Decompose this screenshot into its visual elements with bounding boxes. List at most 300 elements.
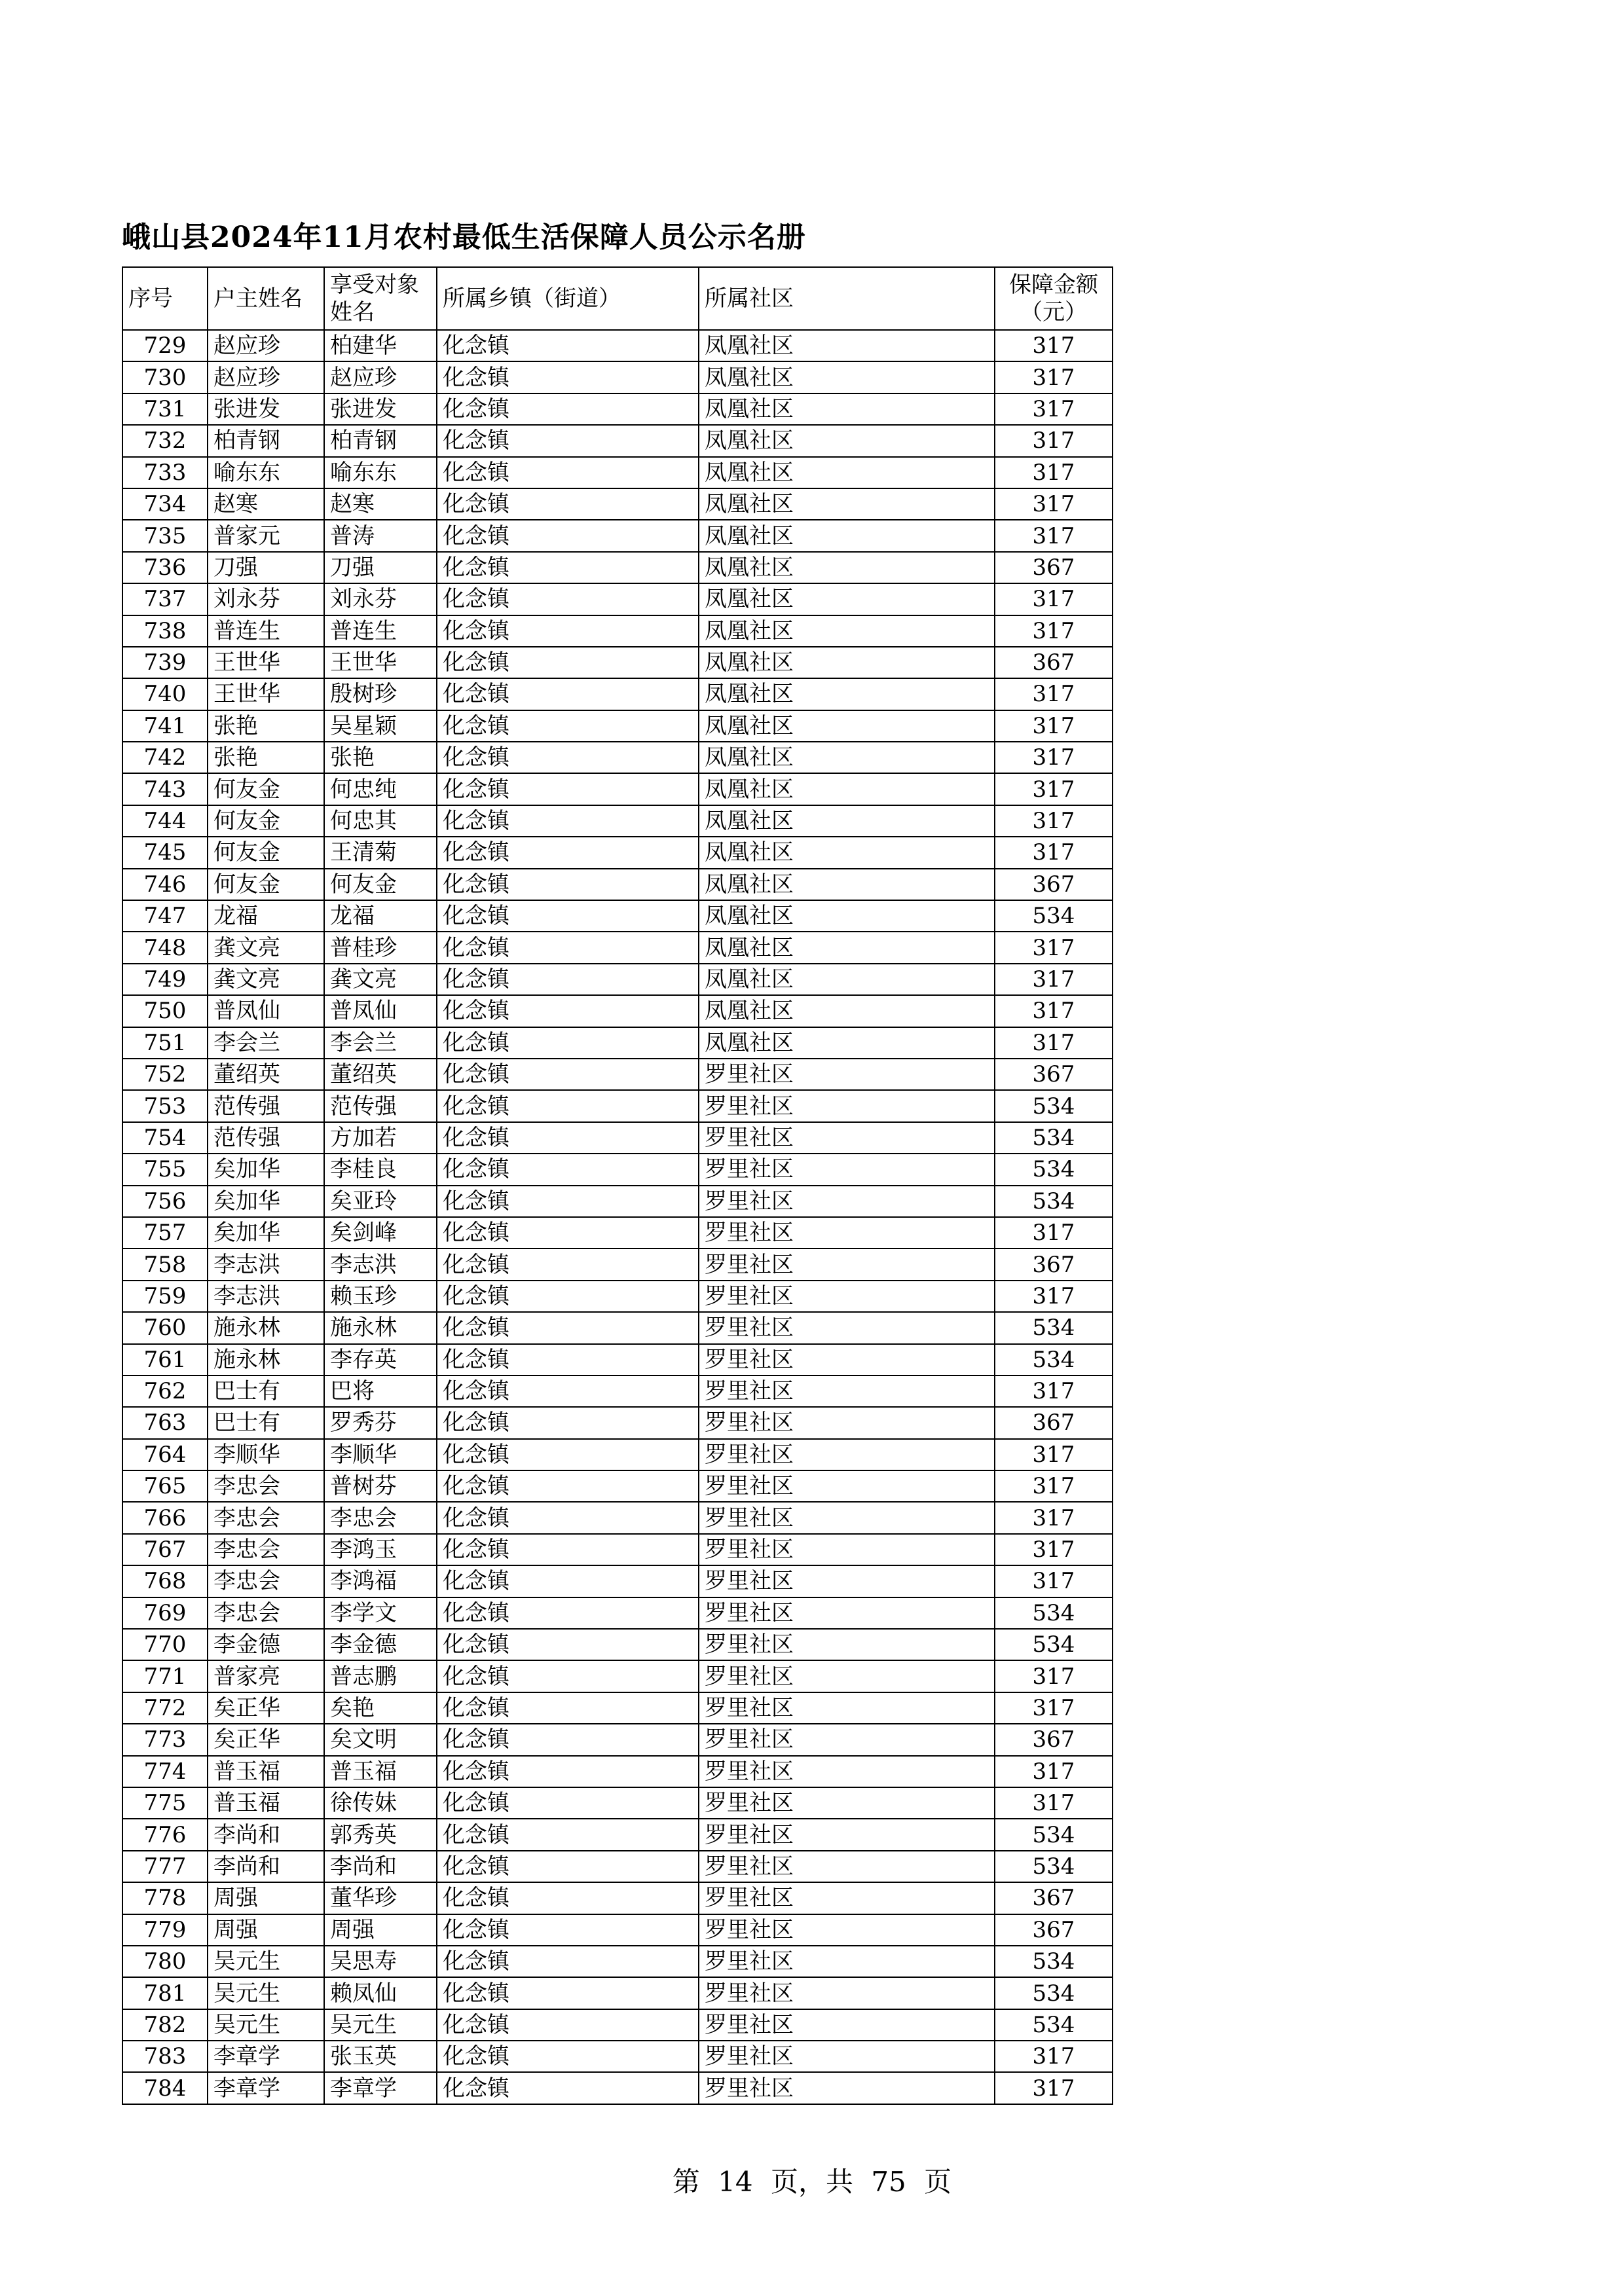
table-row (122, 1059, 1113, 1090)
cell-beneficiary: 赵寒 (324, 488, 437, 520)
table-row (122, 1660, 1113, 1692)
cell-serial-number: 732 (122, 425, 208, 456)
cell-community: 凤凰社区 (699, 393, 995, 425)
cell-community: 罗里社区 (699, 1914, 995, 1946)
cell-household-head: 巴士有 (208, 1376, 324, 1407)
cell-household-head: 李尚和 (208, 1819, 324, 1850)
table-row (122, 1787, 1113, 1819)
cell-beneficiary: 董华珍 (324, 1882, 437, 1914)
cell-township: 化念镇 (437, 964, 699, 995)
cell-household-head: 李会兰 (208, 1027, 324, 1059)
cell-community: 罗里社区 (699, 1186, 995, 1217)
cell-township: 化念镇 (437, 1407, 699, 1438)
cell-beneficiary: 李桂良 (324, 1154, 437, 1185)
cell-serial-number: 746 (122, 869, 208, 900)
cell-township: 化念镇 (437, 1344, 699, 1376)
cell-household-head: 范传强 (208, 1122, 324, 1154)
cell-amount: 534 (995, 900, 1113, 932)
cell-serial-number: 781 (122, 1977, 208, 2009)
table-row (122, 583, 1113, 615)
cell-township: 化念镇 (437, 1724, 699, 1755)
cell-amount: 317 (995, 2041, 1113, 2072)
cell-amount: 534 (995, 1819, 1113, 1850)
cell-household-head: 李忠会 (208, 1502, 324, 1533)
header-household-head: 户主姓名 (208, 267, 324, 330)
cell-community: 凤凰社区 (699, 773, 995, 805)
cell-beneficiary: 张进发 (324, 393, 437, 425)
cell-serial-number: 774 (122, 1756, 208, 1787)
cell-community: 凤凰社区 (699, 900, 995, 932)
cell-beneficiary: 柏建华 (324, 330, 437, 361)
cell-township: 化念镇 (437, 1217, 699, 1248)
cell-serial-number: 747 (122, 900, 208, 932)
cell-serial-number: 783 (122, 2041, 208, 2072)
cell-household-head: 李金德 (208, 1629, 324, 1660)
cell-township: 化念镇 (437, 1502, 699, 1533)
cell-household-head: 矣正华 (208, 1692, 324, 1724)
cell-community: 罗里社区 (699, 1724, 995, 1755)
cell-beneficiary: 周强 (324, 1914, 437, 1946)
cell-serial-number: 761 (122, 1344, 208, 1376)
cell-beneficiary: 李存英 (324, 1344, 437, 1376)
cell-township: 化念镇 (437, 457, 699, 488)
cell-amount: 317 (995, 710, 1113, 742)
cell-community: 罗里社区 (699, 1376, 995, 1407)
cell-household-head: 周强 (208, 1914, 324, 1946)
cell-beneficiary: 李忠会 (324, 1502, 437, 1533)
cell-community: 罗里社区 (699, 1281, 995, 1312)
cell-township: 化念镇 (437, 1660, 699, 1692)
cell-amount: 317 (995, 932, 1113, 963)
cell-township: 化念镇 (437, 1565, 699, 1597)
cell-community: 凤凰社区 (699, 552, 995, 583)
cell-community: 凤凰社区 (699, 488, 995, 520)
cell-household-head: 何友金 (208, 869, 324, 900)
table-row (122, 457, 1113, 488)
table-row (122, 615, 1113, 647)
cell-amount: 317 (995, 2072, 1113, 2104)
cell-beneficiary: 李会兰 (324, 1027, 437, 1059)
cell-serial-number: 730 (122, 361, 208, 393)
cell-amount: 317 (995, 1660, 1113, 1692)
cell-household-head: 刀强 (208, 552, 324, 583)
header-serial-number: 序号 (122, 267, 208, 330)
cell-community: 罗里社区 (699, 1439, 995, 1470)
cell-amount: 534 (995, 1186, 1113, 1217)
cell-amount: 367 (995, 1882, 1113, 1914)
cell-beneficiary: 普连生 (324, 615, 437, 647)
cell-amount: 317 (995, 1565, 1113, 1597)
cell-beneficiary: 普涛 (324, 520, 437, 551)
cell-amount: 534 (995, 1344, 1113, 1376)
cell-township: 化念镇 (437, 932, 699, 963)
cell-household-head: 赵应珍 (208, 361, 324, 393)
table-row (122, 805, 1113, 837)
cell-township: 化念镇 (437, 1756, 699, 1787)
cell-amount: 367 (995, 1059, 1113, 1090)
cell-serial-number: 731 (122, 393, 208, 425)
cell-beneficiary: 董绍英 (324, 1059, 437, 1090)
table-row (122, 1882, 1113, 1914)
cell-beneficiary: 普桂珍 (324, 932, 437, 963)
cell-household-head: 李忠会 (208, 1597, 324, 1629)
cell-community: 凤凰社区 (699, 742, 995, 773)
cell-amount: 317 (995, 1376, 1113, 1407)
table-row (122, 1914, 1113, 1946)
cell-community: 罗里社区 (699, 1407, 995, 1438)
cell-beneficiary: 龙福 (324, 900, 437, 932)
cell-township: 化念镇 (437, 1090, 699, 1121)
page-footer: 第 14 页，共 75 页 (672, 2166, 952, 2198)
cell-beneficiary: 矣文明 (324, 1724, 437, 1755)
cell-serial-number: 766 (122, 1502, 208, 1533)
cell-serial-number: 772 (122, 1692, 208, 1724)
cell-community: 罗里社区 (699, 1882, 995, 1914)
cell-community: 凤凰社区 (699, 932, 995, 963)
cell-household-head: 王世华 (208, 647, 324, 678)
table-row (122, 1692, 1113, 1724)
cell-beneficiary: 赵应珍 (324, 361, 437, 393)
header-beneficiary: 享受对象姓名 (324, 267, 437, 330)
table-row (122, 1376, 1113, 1407)
cell-amount: 317 (995, 1534, 1113, 1565)
cell-serial-number: 757 (122, 1217, 208, 1248)
cell-township: 化念镇 (437, 1819, 699, 1850)
cell-amount: 367 (995, 1407, 1113, 1438)
cell-serial-number: 773 (122, 1724, 208, 1755)
cell-township: 化念镇 (437, 995, 699, 1027)
cell-household-head: 吴元生 (208, 1977, 324, 2009)
cell-serial-number: 740 (122, 678, 208, 710)
cell-household-head: 李尚和 (208, 1851, 324, 1882)
cell-amount: 317 (995, 773, 1113, 805)
cell-household-head: 喻东东 (208, 457, 324, 488)
cell-serial-number: 765 (122, 1470, 208, 1502)
cell-household-head: 范传强 (208, 1090, 324, 1121)
cell-community: 凤凰社区 (699, 1027, 995, 1059)
cell-beneficiary: 赖玉珍 (324, 1281, 437, 1312)
cell-amount: 367 (995, 647, 1113, 678)
cell-township: 化念镇 (437, 678, 699, 710)
table-row (122, 964, 1113, 995)
cell-household-head: 李志洪 (208, 1281, 324, 1312)
cell-township: 化念镇 (437, 1692, 699, 1724)
cell-serial-number: 776 (122, 1819, 208, 1850)
cell-serial-number: 753 (122, 1090, 208, 1121)
cell-township: 化念镇 (437, 1597, 699, 1629)
cell-household-head: 张艳 (208, 710, 324, 742)
cell-beneficiary: 刘永芬 (324, 583, 437, 615)
cell-beneficiary: 吴思寿 (324, 1946, 437, 1977)
table-row (122, 393, 1113, 425)
cell-household-head: 李章学 (208, 2041, 324, 2072)
cell-township: 化念镇 (437, 393, 699, 425)
cell-serial-number: 751 (122, 1027, 208, 1059)
cell-serial-number: 764 (122, 1439, 208, 1470)
cell-serial-number: 784 (122, 2072, 208, 2104)
cell-community: 罗里社区 (699, 1565, 995, 1597)
cell-household-head: 普连生 (208, 615, 324, 647)
cell-township: 化念镇 (437, 488, 699, 520)
cell-community: 罗里社区 (699, 1629, 995, 1660)
cell-household-head: 李忠会 (208, 1565, 324, 1597)
cell-amount: 317 (995, 615, 1113, 647)
cell-community: 凤凰社区 (699, 425, 995, 456)
cell-household-head: 施永林 (208, 1344, 324, 1376)
cell-township: 化念镇 (437, 2041, 699, 2072)
document-title: 峨山县2024年11月农村最低生活保障人员公示名册 (122, 221, 806, 254)
cell-amount: 317 (995, 1217, 1113, 1248)
table-row (122, 647, 1113, 678)
cell-serial-number: 782 (122, 2009, 208, 2041)
table-row (122, 1502, 1113, 1533)
cell-community: 罗里社区 (699, 1946, 995, 1977)
cell-household-head: 普家亮 (208, 1660, 324, 1692)
cell-household-head: 张进发 (208, 393, 324, 425)
cell-township: 化念镇 (437, 773, 699, 805)
table-row (122, 678, 1113, 710)
cell-township: 化念镇 (437, 900, 699, 932)
cell-serial-number: 780 (122, 1946, 208, 1977)
cell-household-head: 李忠会 (208, 1534, 324, 1565)
cell-serial-number: 744 (122, 805, 208, 837)
cell-community: 罗里社区 (699, 2041, 995, 2072)
cell-beneficiary: 刀强 (324, 552, 437, 583)
cell-beneficiary: 何忠其 (324, 805, 437, 837)
cell-township: 化念镇 (437, 1248, 699, 1280)
cell-household-head: 何友金 (208, 805, 324, 837)
cell-beneficiary: 施永林 (324, 1312, 437, 1343)
table-row (122, 361, 1113, 393)
cell-beneficiary: 巴将 (324, 1376, 437, 1407)
cell-township: 化念镇 (437, 1122, 699, 1154)
cell-amount: 317 (995, 805, 1113, 837)
header-row (122, 267, 1113, 330)
cell-beneficiary: 吴元生 (324, 2009, 437, 2041)
cell-beneficiary: 赖凤仙 (324, 1977, 437, 2009)
cell-community: 罗里社区 (699, 1660, 995, 1692)
cell-amount: 367 (995, 1724, 1113, 1755)
cell-beneficiary: 普凤仙 (324, 995, 437, 1027)
cell-community: 凤凰社区 (699, 678, 995, 710)
cell-township: 化念镇 (437, 1787, 699, 1819)
cell-community: 罗里社区 (699, 1756, 995, 1787)
cell-community: 罗里社区 (699, 1122, 995, 1154)
cell-serial-number: 779 (122, 1914, 208, 1946)
cell-serial-number: 758 (122, 1248, 208, 1280)
cell-serial-number: 759 (122, 1281, 208, 1312)
cell-township: 化念镇 (437, 361, 699, 393)
cell-community: 凤凰社区 (699, 837, 995, 868)
table-row (122, 773, 1113, 805)
cell-household-head: 施永林 (208, 1312, 324, 1343)
cell-township: 化念镇 (437, 520, 699, 551)
table-row (122, 1724, 1113, 1755)
cell-township: 化念镇 (437, 1186, 699, 1217)
cell-beneficiary: 普树芬 (324, 1470, 437, 1502)
cell-household-head: 何友金 (208, 837, 324, 868)
cell-household-head: 普家元 (208, 520, 324, 551)
table-row (122, 1090, 1113, 1121)
cell-community: 罗里社区 (699, 1502, 995, 1533)
cell-community: 罗里社区 (699, 1217, 995, 1248)
table-row (122, 1027, 1113, 1059)
cell-serial-number: 729 (122, 330, 208, 361)
cell-township: 化念镇 (437, 1439, 699, 1470)
cell-serial-number: 755 (122, 1154, 208, 1185)
cell-community: 凤凰社区 (699, 583, 995, 615)
cell-amount: 317 (995, 1692, 1113, 1724)
cell-serial-number: 734 (122, 488, 208, 520)
cell-household-head: 李章学 (208, 2072, 324, 2104)
cell-township: 化念镇 (437, 2009, 699, 2041)
table-row (122, 869, 1113, 900)
cell-amount: 317 (995, 678, 1113, 710)
cell-household-head: 普凤仙 (208, 995, 324, 1027)
table-row (122, 552, 1113, 583)
cell-serial-number: 777 (122, 1851, 208, 1882)
cell-amount: 317 (995, 742, 1113, 773)
cell-serial-number: 735 (122, 520, 208, 551)
cell-township: 化念镇 (437, 1851, 699, 1882)
cell-community: 凤凰社区 (699, 647, 995, 678)
cell-community: 凤凰社区 (699, 964, 995, 995)
cell-beneficiary: 殷树珍 (324, 678, 437, 710)
cell-amount: 317 (995, 488, 1113, 520)
table-row (122, 1217, 1113, 1248)
cell-serial-number: 762 (122, 1376, 208, 1407)
table-row (122, 1281, 1113, 1312)
cell-township: 化念镇 (437, 1154, 699, 1185)
table-row (122, 520, 1113, 551)
cell-serial-number: 741 (122, 710, 208, 742)
table-row (122, 425, 1113, 456)
cell-township: 化念镇 (437, 647, 699, 678)
cell-household-head: 矣加华 (208, 1217, 324, 1248)
cell-household-head: 龚文亮 (208, 964, 324, 995)
cell-beneficiary: 郭秀英 (324, 1819, 437, 1850)
table-row (122, 1597, 1113, 1629)
cell-amount: 317 (995, 1787, 1113, 1819)
cell-serial-number: 769 (122, 1597, 208, 1629)
cell-amount: 317 (995, 995, 1113, 1027)
table-row (122, 1344, 1113, 1376)
cell-serial-number: 760 (122, 1312, 208, 1343)
table-row (122, 1629, 1113, 1660)
cell-beneficiary: 张艳 (324, 742, 437, 773)
cell-amount: 317 (995, 1281, 1113, 1312)
cell-amount: 317 (995, 964, 1113, 995)
cell-amount: 534 (995, 1597, 1113, 1629)
cell-beneficiary: 李鸿玉 (324, 1534, 437, 1565)
cell-serial-number: 743 (122, 773, 208, 805)
cell-township: 化念镇 (437, 2072, 699, 2104)
cell-serial-number: 763 (122, 1407, 208, 1438)
cell-township: 化念镇 (437, 869, 699, 900)
table-row (122, 1565, 1113, 1597)
cell-household-head: 张艳 (208, 742, 324, 773)
roster-body (122, 330, 1113, 2104)
cell-beneficiary: 何友金 (324, 869, 437, 900)
cell-beneficiary: 范传强 (324, 1090, 437, 1121)
table-row (122, 2072, 1113, 2104)
cell-serial-number: 739 (122, 647, 208, 678)
cell-household-head: 巴士有 (208, 1407, 324, 1438)
cell-community: 罗里社区 (699, 1312, 995, 1343)
cell-amount: 317 (995, 583, 1113, 615)
cell-township: 化念镇 (437, 1534, 699, 1565)
cell-household-head: 李忠会 (208, 1470, 324, 1502)
table-row (122, 1248, 1113, 1280)
cell-community: 罗里社区 (699, 1597, 995, 1629)
cell-beneficiary: 李顺华 (324, 1439, 437, 1470)
cell-serial-number: 778 (122, 1882, 208, 1914)
cell-household-head: 普玉福 (208, 1756, 324, 1787)
cell-township: 化念镇 (437, 1376, 699, 1407)
cell-community: 凤凰社区 (699, 615, 995, 647)
table-row (122, 1756, 1113, 1787)
cell-amount: 534 (995, 1090, 1113, 1121)
cell-beneficiary: 吴星颖 (324, 710, 437, 742)
cell-serial-number: 749 (122, 964, 208, 995)
cell-community: 凤凰社区 (699, 869, 995, 900)
table-row (122, 1186, 1113, 1217)
cell-community: 凤凰社区 (699, 520, 995, 551)
cell-beneficiary: 柏青钢 (324, 425, 437, 456)
cell-township: 化念镇 (437, 1470, 699, 1502)
cell-serial-number: 733 (122, 457, 208, 488)
cell-amount: 317 (995, 425, 1113, 456)
table-row (122, 488, 1113, 520)
cell-household-head: 周强 (208, 1882, 324, 1914)
cell-serial-number: 756 (122, 1186, 208, 1217)
cell-amount: 534 (995, 2009, 1113, 2041)
table-row (122, 742, 1113, 773)
cell-amount: 367 (995, 552, 1113, 583)
cell-serial-number: 754 (122, 1122, 208, 1154)
cell-township: 化念镇 (437, 1946, 699, 1977)
cell-amount: 317 (995, 1470, 1113, 1502)
cell-household-head: 何友金 (208, 773, 324, 805)
table-row (122, 932, 1113, 963)
table-row (122, 710, 1113, 742)
cell-amount: 534 (995, 1946, 1113, 1977)
cell-beneficiary: 王世华 (324, 647, 437, 678)
table-row (122, 995, 1113, 1027)
cell-serial-number: 750 (122, 995, 208, 1027)
table-row (122, 2009, 1113, 2041)
cell-community: 凤凰社区 (699, 330, 995, 361)
cell-serial-number: 742 (122, 742, 208, 773)
cell-amount: 317 (995, 330, 1113, 361)
cell-household-head: 董绍英 (208, 1059, 324, 1090)
cell-township: 化念镇 (437, 1027, 699, 1059)
cell-community: 凤凰社区 (699, 710, 995, 742)
cell-amount: 534 (995, 1312, 1113, 1343)
table-row (122, 330, 1113, 361)
cell-community: 罗里社区 (699, 1090, 995, 1121)
cell-serial-number: 745 (122, 837, 208, 868)
cell-amount: 534 (995, 1851, 1113, 1882)
table-row (122, 1439, 1113, 1470)
cell-township: 化念镇 (437, 1977, 699, 2009)
cell-serial-number: 770 (122, 1629, 208, 1660)
cell-serial-number: 752 (122, 1059, 208, 1090)
table-row (122, 837, 1113, 868)
cell-serial-number: 738 (122, 615, 208, 647)
header-community: 所属社区 (699, 267, 995, 330)
cell-beneficiary: 矣剑峰 (324, 1217, 437, 1248)
